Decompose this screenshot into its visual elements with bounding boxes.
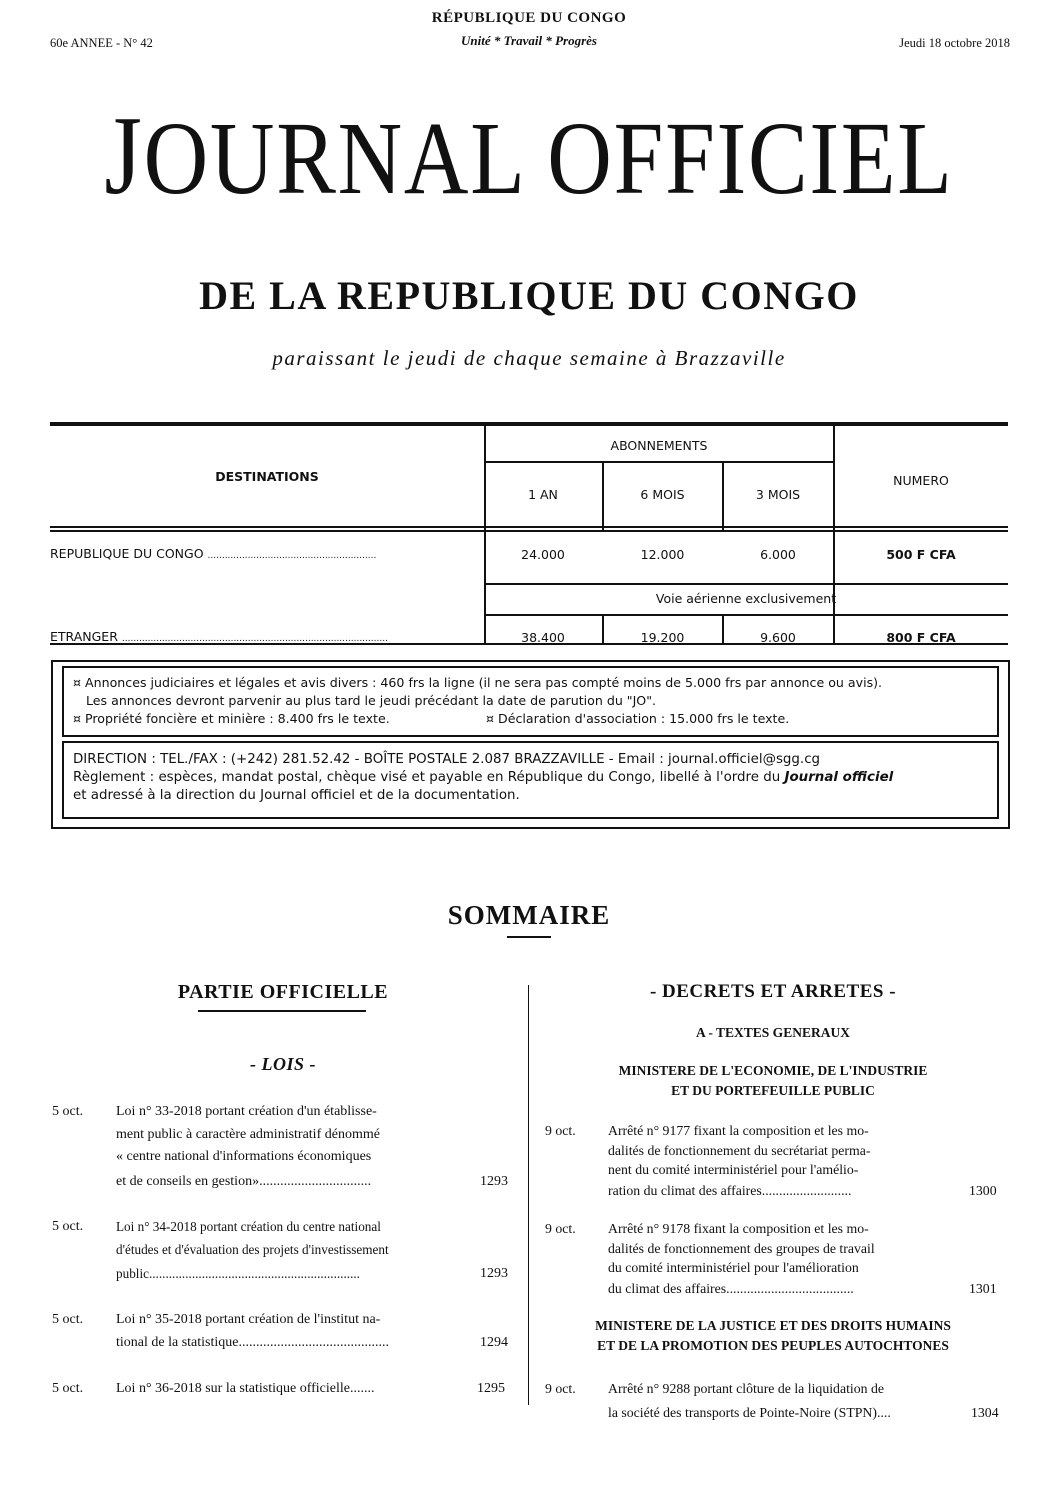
entry-line: nent du comité interministériel pour l'amélio-	[608, 1162, 859, 1177]
entry-date: 9 oct.	[545, 1123, 576, 1138]
journal-name: Journal officiel	[784, 770, 894, 785]
entry-line: Arrêté n° 9177 fixant la composition et les mo-	[608, 1123, 869, 1138]
entry-line: Arrêté n° 9178 fixant la composition et les mo-	[608, 1221, 869, 1236]
masthead	[74, 94, 984, 218]
textes-generaux: A - TEXTES GENERAUX	[696, 1025, 850, 1040]
masthead-rest: OURNAL OFFICIEL	[143, 101, 954, 216]
toc-entry	[545, 1121, 1007, 1203]
numero-header: NUMERO	[893, 473, 949, 488]
partie-officielle-title: PARTIE OFFICIELLE	[177, 981, 389, 1003]
divider	[50, 526, 1008, 528]
entry-line: tional de la statistique...........................................	[116, 1335, 389, 1350]
toc-entry	[545, 1219, 1007, 1301]
issue-date: Jeudi 18 octobre 2018	[899, 36, 1010, 50]
price-cell: 12.000	[640, 547, 685, 562]
masthead-subtitle: DE LA REPUBLIQUE DU CONGO	[199, 273, 859, 318]
issue-number: 60e ANNEE - N° 42	[50, 36, 153, 50]
entry-line: ration du climat des affaires..........................	[608, 1183, 852, 1198]
entry-date: 5 oct.	[52, 1312, 84, 1327]
divider	[484, 614, 1008, 616]
divider	[484, 583, 1008, 585]
divider	[484, 461, 834, 463]
entry-line: dalités de fonctionnement du secrétariat perma-	[608, 1142, 871, 1158]
notice-line: ¤ Propriété foncière et minière : 8.400 frs le texte.	[73, 711, 390, 726]
entry-date: 9 oct.	[545, 1381, 576, 1396]
page-number: 1301	[969, 1281, 997, 1296]
table-top-rule	[50, 422, 1008, 426]
masthead-initial: J	[104, 94, 144, 218]
ministry-heading: MINISTERE DE LA JUSTICE ET DES DROITS HUMAINS	[595, 1318, 951, 1333]
page-number: 1293	[480, 1174, 508, 1189]
lois-section: - LOIS -	[250, 1054, 316, 1074]
destination-etranger	[50, 629, 470, 644]
entry-line: ment public à caractère administratif dénommé	[116, 1126, 380, 1142]
divider	[50, 530, 1008, 532]
page-number: 1294	[480, 1335, 508, 1350]
publication-tagline: paraissant le jeudi de chaque semaine à Brazzaville	[272, 346, 786, 370]
entry-line: du comité interministériel pour l'amélioration	[608, 1260, 859, 1275]
price-cell: 9.600	[760, 630, 796, 645]
payment-terms-cont: et adressé à la direction du Journal officiel et de la documentation.	[73, 788, 520, 803]
ministry-heading: MINISTERE DE L'ECONOMIE, DE L'INDUSTRIE	[618, 1063, 928, 1078]
notice-line: ¤ Déclaration d'association : 15.000 frs le texte.	[486, 711, 790, 726]
notice-line: Les annonces devront parvenir au plus tard le jeudi précédant la date de parution du "JO".	[86, 693, 657, 708]
entry-date: 9 oct.	[545, 1221, 576, 1236]
page-number: 1293	[480, 1266, 508, 1281]
toc-entry	[52, 1101, 518, 1196]
divider	[484, 426, 486, 644]
entry-line: Loi n° 35-2018 portant création de l'institut na-	[116, 1312, 381, 1327]
toc-entry	[52, 1378, 518, 1402]
dot-leader: .............................................................................................	[121, 634, 388, 644]
numero-price: 500 F CFA	[886, 547, 956, 562]
period-header: 3 MOIS	[755, 487, 801, 502]
abonnements-header: ABONNEMENTS	[610, 438, 708, 453]
country-header: RÉPUBLIQUE DU CONGO	[431, 10, 627, 26]
destination-label: ETRANGER	[50, 629, 118, 644]
entry-line: Loi n° 34-2018 portant création du centre national	[116, 1219, 381, 1234]
entry-line: du climat des affaires.....................................	[608, 1281, 854, 1296]
direction-contact: DIRECTION : TEL./FAX : (+242) 281.52.42 - BOÎTE POSTALE 2.087 BRAZZAVILLE - Email : journal.officiel@sgg.cg	[73, 752, 821, 767]
entry-line: « centre national d'informations économiques	[116, 1149, 372, 1164]
air-note: Voie aérienne exclusivement	[655, 591, 837, 606]
entry-date: 5 oct.	[52, 1381, 84, 1396]
period-header: 6 MOIS	[640, 487, 685, 502]
column-separator	[528, 985, 529, 1405]
toc-entry	[52, 1216, 518, 1286]
entry-line: public................................................................	[116, 1266, 360, 1281]
divider	[833, 426, 835, 644]
payment-terms-text: Règlement : espèces, mandat postal, chèque visé et payable en République du Congo, libellé à l'ordre du	[73, 770, 785, 785]
page-number: 1295	[477, 1381, 505, 1396]
ministry-heading: ET DU PORTEFEUILLE PUBLIC	[671, 1083, 875, 1098]
page-number: 1300	[969, 1183, 997, 1198]
price-cell: 6.000	[760, 547, 796, 562]
page-number: 1304	[971, 1405, 999, 1420]
destinations-header: DESTINATIONS	[215, 469, 319, 484]
destination-label: REPUBLIQUE DU CONGO	[50, 546, 204, 561]
entry-line: et de conseils en gestion»................................	[116, 1174, 372, 1189]
entry-line: la société des transports de Pointe-Noire (STPN)....	[608, 1405, 891, 1420]
toc-entry	[545, 1379, 1007, 1423]
dot-leader: ...........................................................	[207, 551, 377, 561]
price-cell: 24.000	[521, 547, 565, 562]
notice-line: ¤ Annonces judiciaires et légales et avis divers : 460 frs la ligne (il ne sera pas compté moins de 5.000 frs par annonce ou avis).	[73, 675, 883, 690]
entry-date: 5 oct.	[52, 1104, 84, 1119]
numero-price: 800 F CFA	[886, 630, 956, 645]
sommaire-underline	[507, 936, 551, 938]
national-motto: Unité * Travail * Progrès	[460, 33, 597, 48]
decrets-title: - DECRETS ET ARRETES -	[649, 981, 897, 1002]
sommaire-title: SOMMAIRE	[447, 900, 611, 930]
entry-line: Arrêté n° 9288 portant clôture de la liquidation de	[608, 1381, 885, 1396]
period-header: 1 AN	[528, 487, 558, 502]
entry-line: Loi n° 33-2018 portant création d'un établisse-	[116, 1104, 377, 1119]
title-underline	[198, 1010, 366, 1012]
payment-terms	[73, 769, 893, 787]
price-cell: 19.200	[640, 630, 685, 645]
toc-entry	[52, 1309, 518, 1357]
entry-line: dalités de fonctionnement des groupes de travail	[608, 1240, 875, 1256]
entry-line: d'études et d'évaluation des projets d'investissement	[116, 1241, 389, 1257]
entry-date: 5 oct.	[52, 1219, 84, 1234]
ministry-heading: ET DE LA PROMOTION DES PEUPLES AUTOCHTONES	[597, 1338, 949, 1353]
entry-line: Loi n° 36-2018 sur la statistique officielle.......	[116, 1381, 375, 1396]
price-cell: 38.400	[521, 630, 565, 645]
destination-congo	[50, 546, 470, 561]
